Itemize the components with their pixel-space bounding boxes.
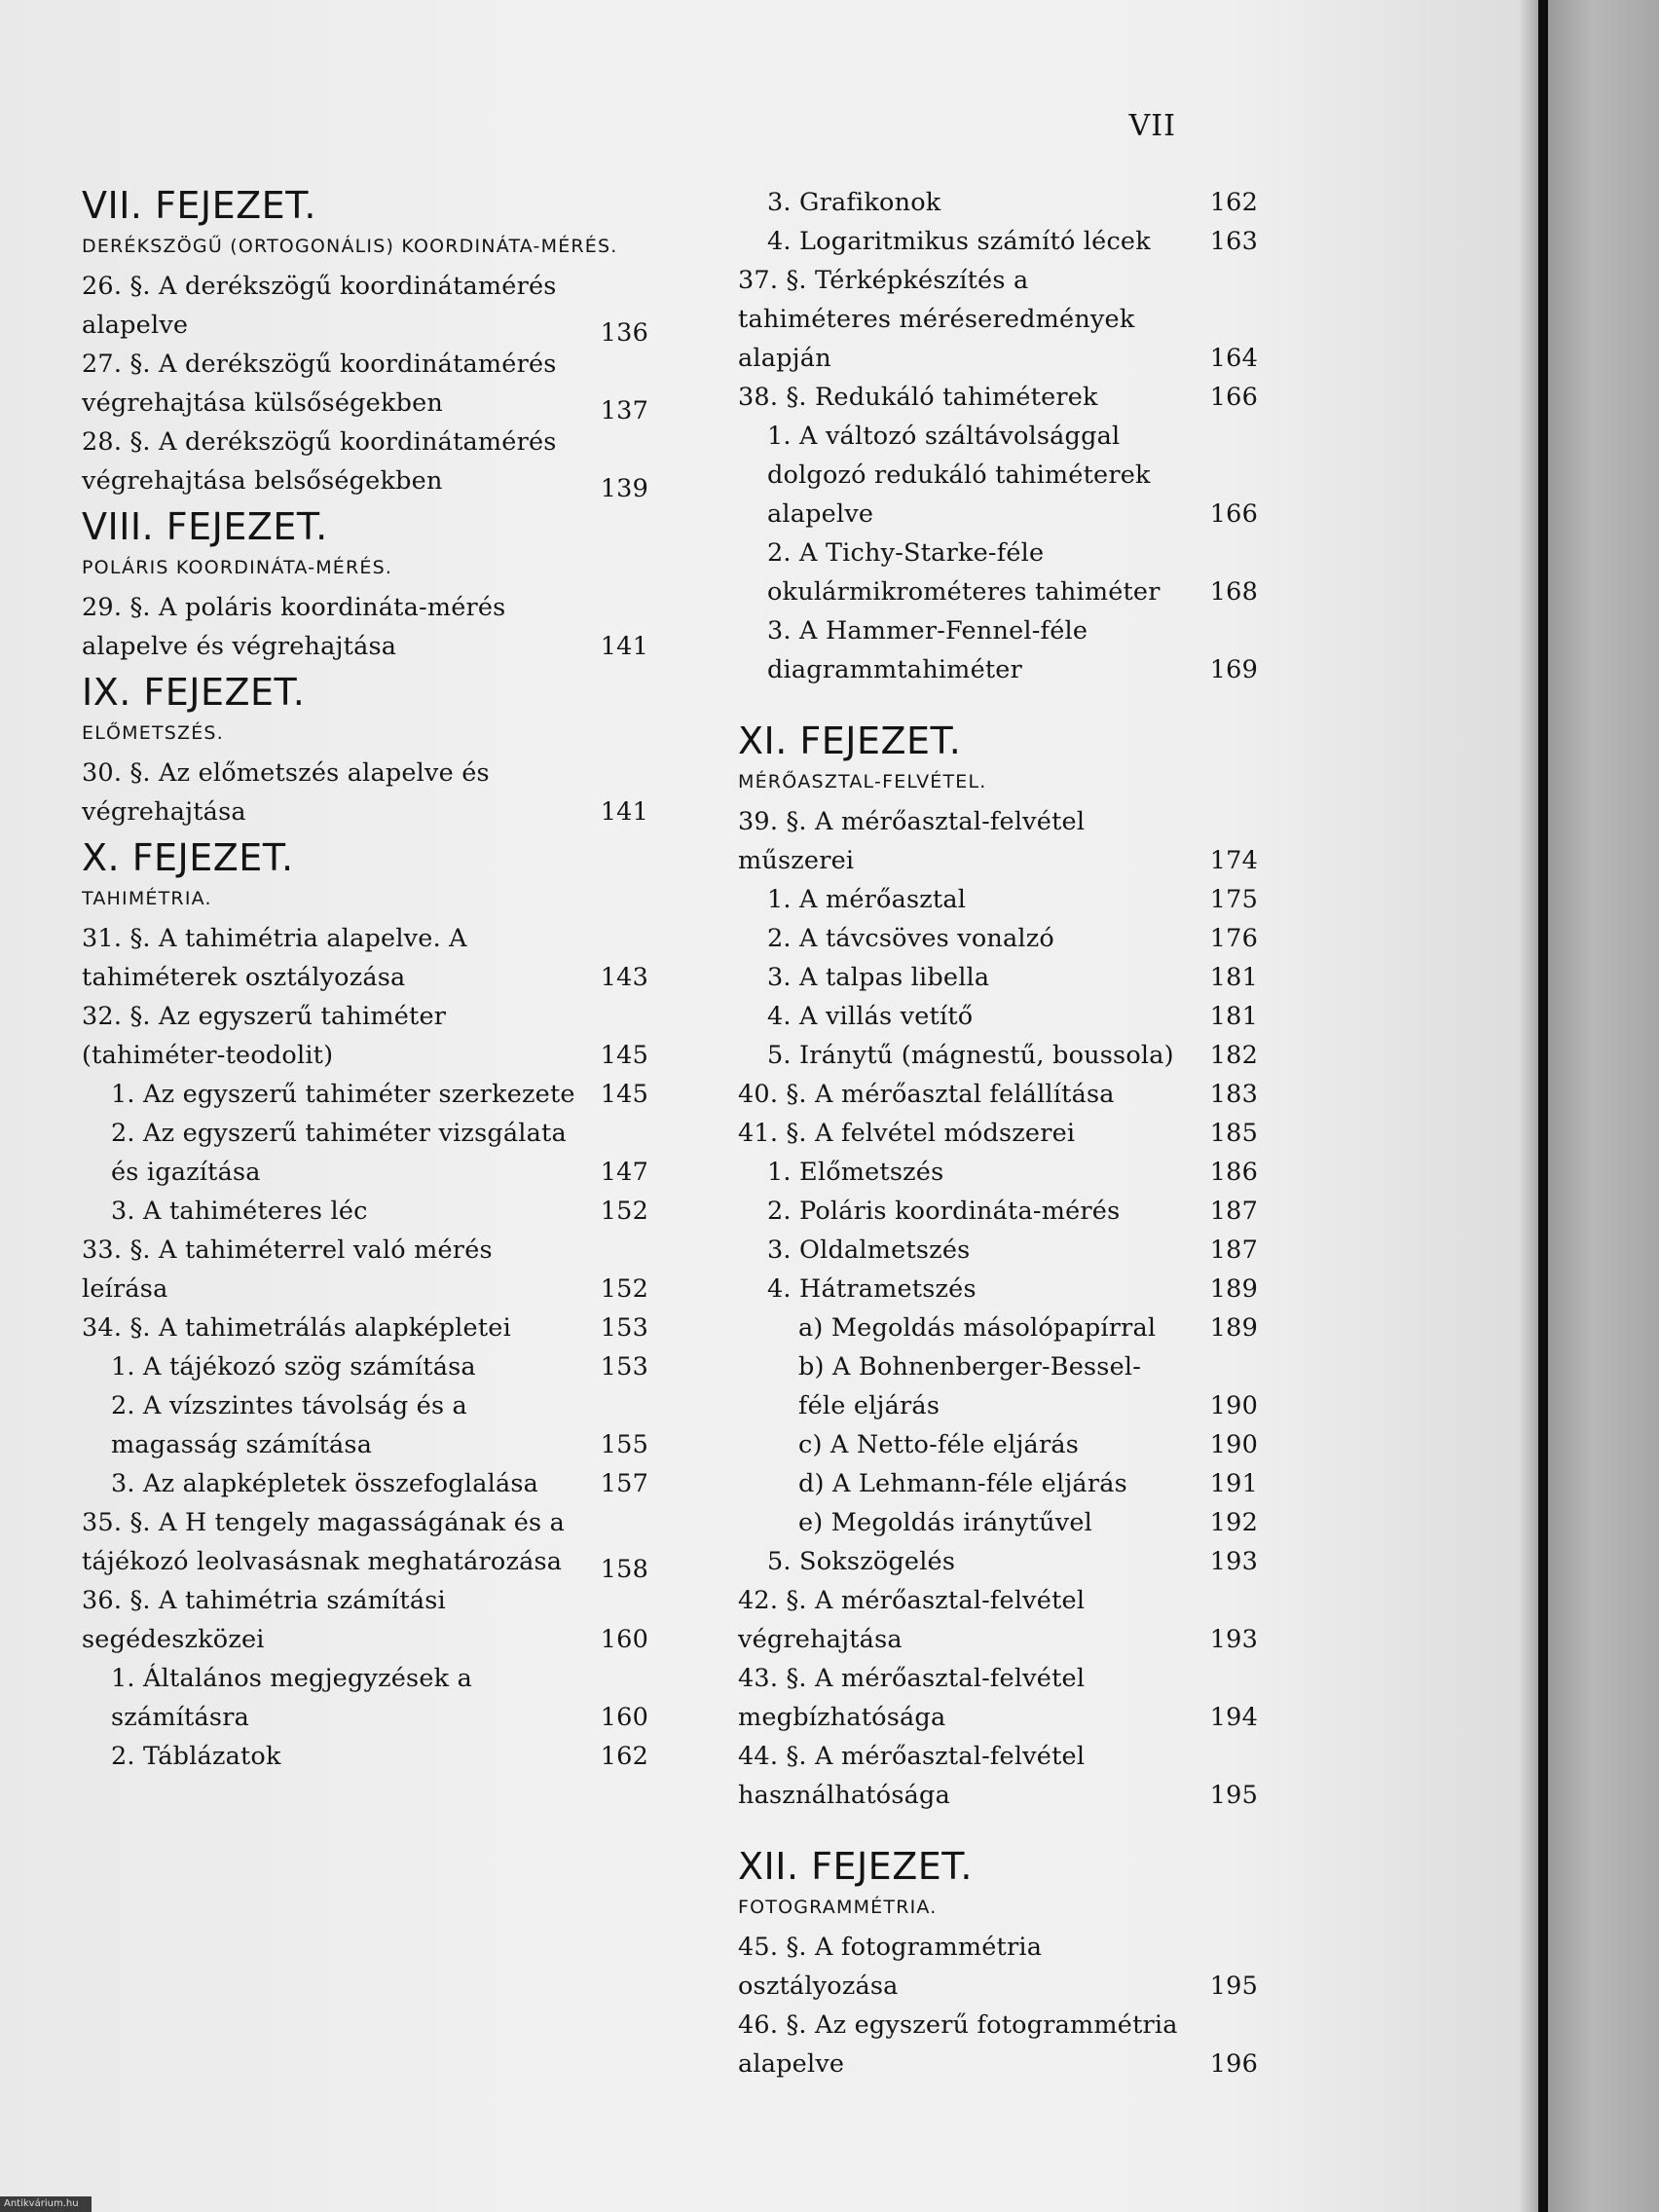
chapter-subtitle: FOTOGRAMMÉTRIA.: [738, 1897, 938, 1918]
toc-entry: [738, 1928, 1258, 2006]
toc-entry: [738, 1231, 1258, 1270]
chapter-heading: X. FEJEZET.: [82, 836, 294, 879]
entry-page: 162: [1209, 188, 1258, 217]
toc-entry: [738, 1270, 1258, 1309]
entry-page: 194: [1209, 1703, 1258, 1732]
entry-title: 4. A villás vetítő: [767, 1002, 974, 1031]
toc-entry: [82, 1581, 648, 1659]
entry-title: 44. §. A mérőasztal-felvétel használhatósága: [738, 1742, 1086, 1810]
toc-entry: [82, 1309, 648, 1347]
entry-page: 169: [1209, 655, 1258, 684]
toc-entry: [82, 1192, 648, 1231]
entry-page: 190: [1209, 1430, 1258, 1459]
entry-page: 147: [600, 1158, 648, 1187]
entry-title: 3. Grafikonok: [767, 188, 941, 217]
entry-title: 31. §. A tahimétria alapelve. A tahiméterek osztályozása: [82, 924, 467, 992]
chapter-heading: XII. FEJEZET.: [738, 1845, 974, 1888]
entry-title: 2. A távcsöves vonalzó: [767, 924, 1054, 953]
toc-entry: [82, 1464, 648, 1503]
toc-entry: [738, 1581, 1258, 1659]
entry-page: 137: [600, 396, 648, 425]
entry-page: 187: [1209, 1235, 1258, 1265]
entry-title: 40. §. A mérőasztal felállítása: [738, 1080, 1115, 1109]
toc-entry: [738, 802, 1258, 880]
entry-title: 1. Az egyszerű tahiméter szerkezete: [111, 1080, 575, 1109]
toc-entry: [82, 997, 648, 1075]
entry-title: 41. §. A felvétel módszerei: [738, 1119, 1076, 1148]
entry-page: 153: [600, 1313, 648, 1343]
entry-title: d) A Lehmann-féle eljárás: [798, 1469, 1127, 1498]
entry-page: 158: [600, 1555, 648, 1584]
toc-entry: [738, 417, 1258, 534]
entry-title: 43. §. A mérőasztal-felvétel megbízhatósága: [738, 1664, 1086, 1732]
toc-entry: [82, 1347, 648, 1386]
entry-title: 3. Az alapképletek összefoglalása: [111, 1469, 539, 1498]
entry-title: b) A Bohnenberger-Bessel-féle eljárás: [798, 1352, 1142, 1420]
entry-page: 176: [1209, 924, 1258, 953]
chapter-heading: VII. FEJEZET.: [82, 184, 316, 227]
entry-page: 139: [600, 474, 648, 503]
entry-page: 162: [600, 1742, 648, 1771]
toc-entry: [738, 997, 1258, 1036]
watermark: Antikvárium.hu: [0, 2196, 92, 2212]
entry-page: 166: [1209, 383, 1258, 412]
chapter-heading: XI. FEJEZET.: [738, 719, 962, 762]
entry-page: 189: [1209, 1274, 1258, 1304]
entry-page: 145: [600, 1080, 648, 1109]
toc-entry: [738, 1309, 1258, 1347]
toc-entry: [738, 1737, 1258, 1815]
entry-title: 1. A mérőasztal: [767, 885, 967, 914]
toc-entry: [738, 611, 1258, 689]
toc-entry: [738, 1192, 1258, 1231]
toc-entry: [738, 880, 1258, 919]
toc-entry: [738, 1659, 1258, 1737]
entry-title: 3. A talpas libella: [767, 963, 990, 992]
toc-entry: [82, 1231, 648, 1309]
entry-page: 166: [1209, 499, 1258, 529]
entry-title: 32. §. Az egyszerű tahiméter (tahiméter-teodolit): [82, 1002, 447, 1070]
toc-entry: [738, 2006, 1258, 2083]
entry-page: 152: [600, 1197, 648, 1226]
toc-entry: [82, 423, 648, 503]
entry-title: 36. §. A tahimétria számítási segédeszközei: [82, 1586, 446, 1654]
entry-title: 5. Iránytű (mágnestű, boussola): [767, 1041, 1174, 1070]
entry-title: 2. Táblázatok: [111, 1742, 281, 1771]
entry-title: 1. Előmetszés: [767, 1158, 944, 1187]
entry-title: 29. §. A poláris koordináta-mérés alapelve és végrehajtása: [82, 593, 506, 661]
entry-page: 136: [600, 318, 648, 348]
entry-title: 35. §. A H tengely magasságának és a tájékozó leolvasásnak meghatározása: [82, 1508, 566, 1576]
chapter-heading: VIII. FEJEZET.: [82, 505, 328, 548]
entry-page: 192: [1209, 1508, 1258, 1537]
entry-title: 38. §. Redukáló tahiméterek: [738, 383, 1098, 412]
chapter-subtitle: ELŐMETSZÉS.: [82, 722, 224, 744]
entry-page: 195: [1209, 1781, 1258, 1810]
entry-page: 187: [1209, 1197, 1258, 1226]
entry-page: 160: [600, 1625, 648, 1654]
entry-title: a) Megoldás másolópapírral: [798, 1313, 1157, 1343]
entry-title: 28. §. A derékszögű koordinátamérés végrehajtása belsőségekben: [82, 427, 557, 496]
entry-page: 141: [600, 632, 648, 661]
entry-title: 2. A Tichy-Starke-féle okulármikrométeres tahiméter: [767, 538, 1161, 607]
entry-page: 183: [1209, 1080, 1258, 1109]
adjacent-page-edge: [1548, 0, 1659, 2212]
entry-page: 163: [1209, 227, 1258, 256]
entry-title: 26. §. A derékszögű koordinátamérés alapelve: [82, 272, 557, 340]
entry-page: 153: [600, 1352, 648, 1382]
toc-entry: [738, 1036, 1258, 1075]
chapter-heading: IX. FEJEZET.: [82, 671, 306, 714]
entry-title: c) A Netto-féle eljárás: [798, 1430, 1080, 1459]
entry-title: 1. Általános megjegyzések a számításra: [111, 1664, 472, 1732]
entry-page: 193: [1209, 1547, 1258, 1576]
entry-page: 141: [600, 797, 648, 827]
toc-entry: [738, 222, 1258, 261]
page-number: VII: [1128, 109, 1176, 143]
toc-entry: [738, 1347, 1258, 1425]
entry-title: 39. §. A mérőasztal-felvétel műszerei: [738, 807, 1086, 875]
toc-entry: [82, 1386, 648, 1464]
toc-entry: [738, 1075, 1258, 1114]
toc-entry: [738, 1425, 1258, 1464]
toc-entry: [82, 919, 648, 997]
entry-page: 157: [600, 1469, 648, 1498]
toc-entry: [82, 1737, 648, 1776]
entry-title: 30. §. Az előmetszés alapelve és végrehajtása: [82, 758, 490, 827]
entry-page: 186: [1209, 1158, 1258, 1187]
toc-entry: [82, 1075, 648, 1114]
entry-page: 196: [1209, 2049, 1258, 2079]
toc-entry: [738, 1464, 1258, 1503]
entry-page: 168: [1209, 577, 1258, 607]
toc-entry: [82, 1503, 648, 1584]
entry-page: 185: [1209, 1119, 1258, 1148]
entry-title: 2. A vízszintes távolság és a magasság számítása: [111, 1391, 467, 1459]
toc-entry: [738, 183, 1258, 222]
entry-title: 45. §. A fotogrammétria osztályozása: [738, 1933, 1043, 2001]
toc-entry: [738, 1503, 1258, 1542]
toc-entry: [738, 1153, 1258, 1192]
toc-entry: [82, 1114, 648, 1192]
toc-entry: [82, 1659, 648, 1737]
entry-page: 181: [1209, 963, 1258, 992]
entry-page: 193: [1209, 1625, 1258, 1654]
entry-title: 4. Logaritmikus számító lécek: [767, 227, 1151, 256]
entry-title: 3. Oldalmetszés: [767, 1235, 971, 1265]
toc-entry: [82, 588, 648, 666]
entry-title: 3. A tahiméteres léc: [111, 1197, 368, 1226]
entry-page: 152: [600, 1274, 648, 1304]
toc-entry: [738, 958, 1258, 997]
entry-page: 143: [600, 963, 648, 992]
entry-title: 46. §. Az egyszerű fotogrammétria alapelve: [738, 2010, 1178, 2079]
entry-title: 4. Hátrametszés: [767, 1274, 977, 1304]
toc-right-column: [738, 183, 1258, 2083]
entry-title: 1. A tájékozó szög számítása: [111, 1352, 476, 1382]
chapter-subtitle: POLÁRIS KOORDINÁTA-MÉRÉS.: [82, 557, 393, 578]
spine-shadow: [1519, 0, 1548, 2212]
entry-page: 195: [1209, 1972, 1258, 2001]
entry-page: 191: [1209, 1469, 1258, 1498]
entry-page: 182: [1209, 1041, 1258, 1070]
toc-entry: [82, 345, 648, 423]
entry-title: 3. A Hammer-Fennel-féle diagrammtahiméter: [767, 616, 1088, 684]
entry-title: 2. Poláris koordináta-mérés: [767, 1197, 1121, 1226]
toc-entry: [738, 1114, 1258, 1153]
entry-page: 181: [1209, 1002, 1258, 1031]
entry-page: 145: [600, 1041, 648, 1070]
toc-entry: [82, 754, 648, 831]
chapter-subtitle: DERÉKSZÖGŰ (ORTOGONÁLIS) KOORDINÁTA-MÉRÉS.: [82, 236, 618, 257]
entry-title: 27. §. A derékszögű koordinátamérés végrehajtása külsőségekben: [82, 350, 557, 418]
entry-title: 37. §. Térképkészítés a tahiméteres méréseredmények alapján: [738, 266, 1135, 373]
toc-entry: [82, 267, 648, 348]
entry-page: 164: [1209, 344, 1258, 373]
entry-title: 34. §. A tahimetrálás alapképletei: [82, 1313, 511, 1343]
toc-left-column: [82, 183, 648, 1776]
entry-page: 189: [1209, 1313, 1258, 1343]
entry-page: 174: [1209, 846, 1258, 875]
entry-page: 190: [1209, 1391, 1258, 1420]
chapter-subtitle: TAHIMÉTRIA.: [82, 888, 212, 909]
entry-page: 160: [600, 1703, 648, 1732]
entry-title: 33. §. A tahiméterrel való mérés leírása: [82, 1235, 493, 1304]
entry-title: e) Megoldás iránytűvel: [798, 1508, 1092, 1537]
entry-page: 155: [600, 1430, 648, 1459]
chapter-subtitle: MÉRŐASZTAL-FELVÉTEL.: [738, 771, 987, 793]
entry-title: 42. §. A mérőasztal-felvétel végrehajtása: [738, 1586, 1086, 1654]
toc-entry: [738, 919, 1258, 958]
entry-title: 1. A változó száltávolsággal dolgozó redukáló tahiméterek alapelve: [767, 422, 1151, 529]
entry-page: 175: [1209, 885, 1258, 914]
toc-entry: [738, 534, 1258, 611]
toc-entry: [738, 1542, 1258, 1581]
toc-entry: [738, 378, 1258, 417]
entry-title: 5. Sokszögelés: [767, 1547, 956, 1576]
toc-entry: [738, 261, 1258, 378]
entry-title: 2. Az egyszerű tahiméter vizsgálata és igazítása: [111, 1119, 567, 1187]
